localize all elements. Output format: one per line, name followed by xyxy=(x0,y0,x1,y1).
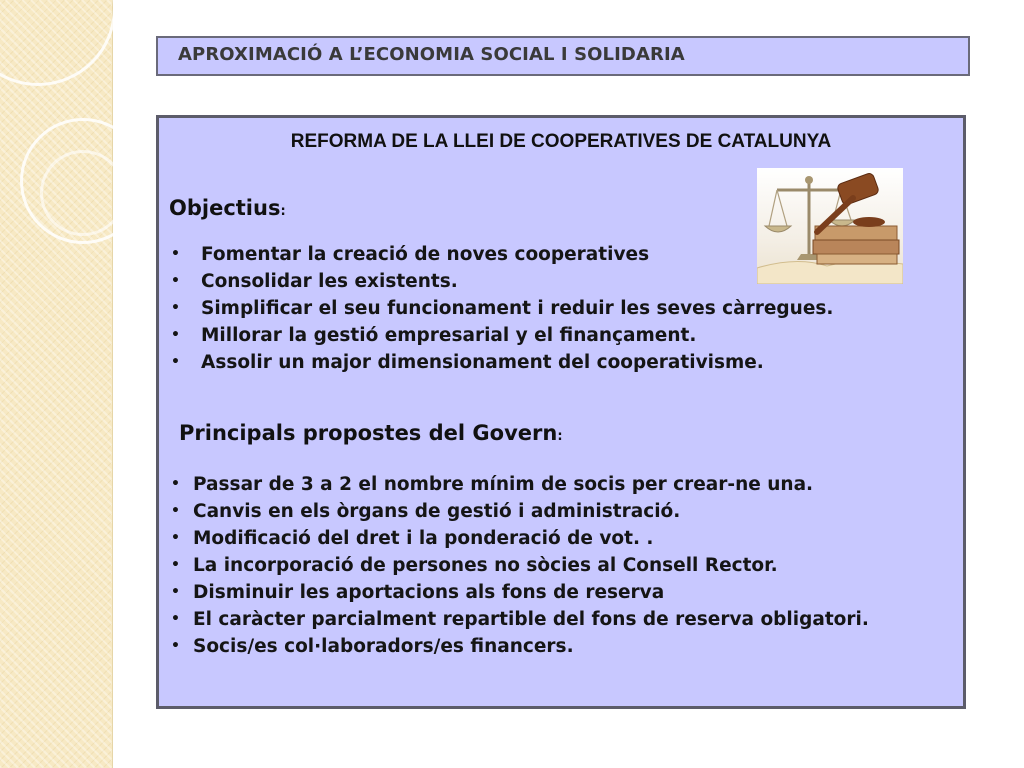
bullet-icon: • xyxy=(171,354,180,370)
list-item: • Fomentar la creació de noves cooperatives xyxy=(171,241,833,268)
decorative-side-strip xyxy=(0,0,113,768)
bullet-icon: • xyxy=(171,476,180,492)
objectives-list xyxy=(171,241,833,376)
list-item: • Modificació del dret i la ponderació de vot. . xyxy=(171,525,869,552)
slide-title: APROXIMACIÓ A L’ECONOMIA SOCIAL I SOLIDARIA xyxy=(178,44,685,65)
list-item: • Simplificar el seu funcionament i reduir les seves càrregues. xyxy=(171,295,833,322)
list-item: • Passar de 3 a 2 el nombre mínim de socis per crear-ne una. xyxy=(171,471,869,498)
proposals-title: Principals propostes del Govern: xyxy=(179,421,563,445)
list-item: • Disminuir les aportacions als fons de reserva xyxy=(171,579,869,606)
bullet-icon: • xyxy=(171,584,180,600)
list-item: • La incorporació de persones no sòcies al Consell Rector. xyxy=(171,552,869,579)
list-item: • Canvis en els òrgans de gestió i administració. xyxy=(171,498,869,525)
bullet-icon: • xyxy=(171,611,180,627)
slide-title-box xyxy=(156,36,970,76)
decorative-circle xyxy=(40,150,126,236)
bullet-icon: • xyxy=(171,503,180,519)
decorative-circle xyxy=(0,0,116,86)
bullet-icon: • xyxy=(171,327,180,343)
list-item: • Assolir un major dimensionament del cooperativisme. xyxy=(171,349,833,376)
bullet-icon: • xyxy=(171,530,180,546)
content-box xyxy=(156,115,966,709)
bullet-icon: • xyxy=(171,246,180,262)
bullet-icon: • xyxy=(171,557,180,573)
objectives-title: Objectius: xyxy=(169,196,286,220)
bullet-icon: • xyxy=(171,300,180,316)
bullet-icon: • xyxy=(171,273,180,289)
bullet-icon: • xyxy=(171,638,180,654)
proposals-list xyxy=(171,471,869,660)
list-item: • El caràcter parcialment repartible del fons de reserva obligatori. xyxy=(171,606,869,633)
list-item: • Millorar la gestió empresarial y el finançament. xyxy=(171,322,833,349)
list-item: • Socis/es col·laboradors/es financers. xyxy=(171,633,869,660)
list-item: • Consolidar les existents. xyxy=(171,268,833,295)
content-heading: REFORMA DE LA LLEI DE COOPERATIVES DE CATALUNYA xyxy=(290,131,832,152)
